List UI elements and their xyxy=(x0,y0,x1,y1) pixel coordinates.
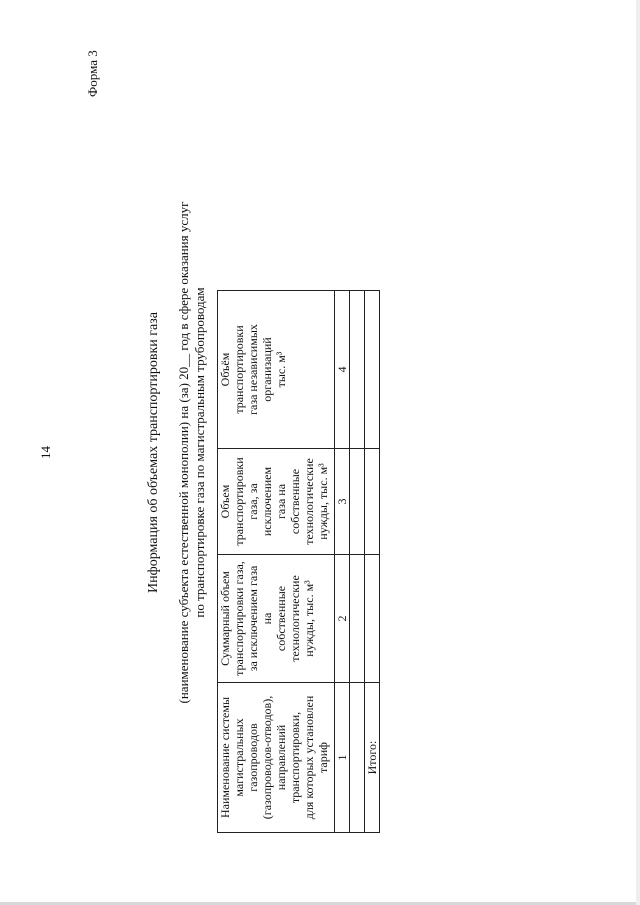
table-cell xyxy=(365,449,380,555)
document-title: Информация об объемах транспортировки газа xyxy=(146,312,161,593)
subject-line-continued: по транспортировке газа по магистральным трубопроводам xyxy=(192,287,207,618)
form-number: Форма 3 xyxy=(85,50,100,97)
table-cell xyxy=(350,555,365,683)
transport-volumes-table xyxy=(217,290,380,833)
header-cell xyxy=(218,555,335,683)
table-row xyxy=(350,291,365,833)
table-cell xyxy=(365,555,380,683)
column-number: 3 xyxy=(335,449,350,555)
table-cell xyxy=(350,683,365,833)
header-cell xyxy=(218,291,335,449)
header-system-name: Наименование системы магистральных газопроводов (газопроводов-отводов), направлений транспортировки, для которых установлен тариф xyxy=(218,695,330,820)
page-number: 14 xyxy=(38,446,53,459)
table-cell xyxy=(350,449,365,555)
header-volume-excl: Объем транспортировки газа, за исключением газа на собственные технологические нужды, тыс. м³ xyxy=(218,457,330,546)
header-independent-volume: Объём транспортировки газа независимых организаций тыс. м³ xyxy=(218,324,288,415)
subject-line: (наименование субъекта естественной монополии) на (за) 20__ год в сфере оказания услуг xyxy=(176,201,191,704)
column-number: 1 xyxy=(335,683,350,833)
table-cell xyxy=(365,291,380,449)
column-number: 4 xyxy=(335,291,350,449)
table-cell xyxy=(350,291,365,449)
column-number: 2 xyxy=(335,555,350,683)
header-total-volume: Суммарный объем транспортировки газа, за исключением газа на собственные технологические нужды, тыс. м³ xyxy=(218,561,316,676)
table-header-row xyxy=(218,291,335,833)
header-cell xyxy=(218,449,335,555)
header-cell xyxy=(218,683,335,833)
column-number-row xyxy=(335,291,350,833)
total-row xyxy=(365,291,380,833)
total-label: Итого: xyxy=(365,683,380,833)
